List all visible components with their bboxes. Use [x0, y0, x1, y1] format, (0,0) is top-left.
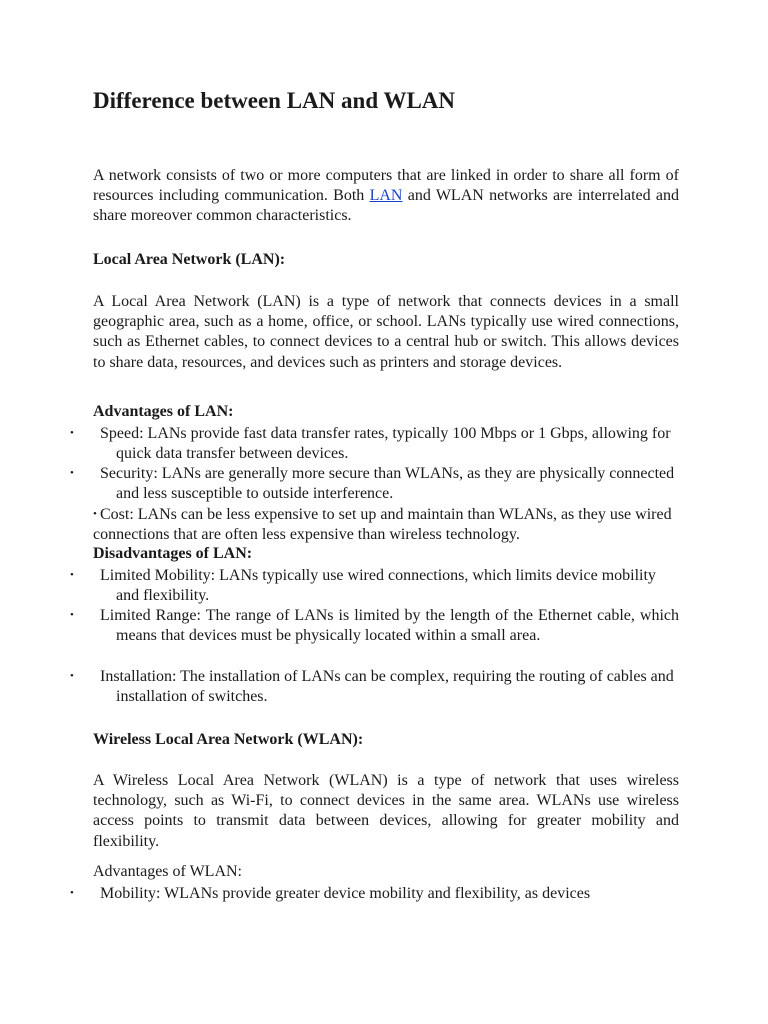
bullet-icon: •: [70, 427, 74, 439]
intro-text-after-link: and WLAN networks are interrelated and share moreover common characteristics.: [93, 187, 680, 225]
lan-disadvantages-heading: Disadvantages of LAN:: [93, 545, 253, 562]
bullet-icon: •: [70, 887, 74, 899]
lan-disadvantage-item: • Limited Mobility: LANs typically use wired connections, which limits device mobility and flexibility.: [70, 567, 656, 605]
wlan-section-heading: Wireless Local Area Network (WLAN):: [93, 731, 364, 748]
bullet-icon: •: [93, 508, 97, 520]
bullet-icon: •: [70, 670, 74, 682]
page-title: Difference between LAN and WLAN: [93, 88, 456, 113]
bullet-icon: •: [70, 609, 74, 621]
wlan-description: A Wireless Local Area Network (WLAN) is a type of network that uses wireless technology, such as Wi-Fi, to connect devices in the same area. WLANs use wireless access points to transmit data between devices, allowing for greater mobility and flexibility.: [93, 772, 679, 850]
lan-section-heading: Local Area Network (LAN):: [93, 251, 286, 268]
lan-advantage-item: • Cost: LANs can be less expensive to set up and maintain than WLANs, as they use wired connections that are often less expensive than wireless technology.: [93, 506, 672, 544]
lan-advantage-item: • Speed: LANs provide fast data transfer rates, typically 100 Mbps or 1 Gbps, allowing for quick data transfer between devices.: [70, 425, 671, 463]
lan-advantages-heading: Advantages of LAN:: [93, 403, 234, 420]
lan-disadvantage-item: • Limited Range: The range of LANs is limited by the length of the Ethernet cable, which means that devices must be physically located within a small area.: [70, 607, 679, 645]
wlan-advantages-heading: Advantages of WLAN:: [93, 863, 242, 880]
bullet-icon: •: [70, 467, 74, 479]
intro-text-before-link: A network consists of two or more computers that are linked in order to share all form of resources including communication. Both: [93, 167, 679, 205]
bullet-icon: •: [70, 569, 74, 581]
wlan-advantage-item: • Mobility: WLANs provide greater device mobility and flexibility, as devices: [70, 885, 591, 902]
lan-advantage-item: • Security: LANs are generally more secure than WLANs, as they are physically connected and less susceptible to outside interference.: [70, 465, 675, 503]
lan-disadvantage-item: • Installation: The installation of LANs can be complex, requiring the routing of cables and installation of switches.: [70, 668, 674, 706]
intro-paragraph: [93, 166, 679, 227]
lan-description: A Local Area Network (LAN) is a type of network that connects devices in a small geographic area, such as a home, office, or school. LANs typically use wired connections, such as Ethernet cables, to connect devices to a central hub or switch. This allows devices to share data, resources, and devices such as printers and storage devices.: [93, 293, 679, 371]
lan-link[interactable]: LAN: [369, 187, 403, 205]
